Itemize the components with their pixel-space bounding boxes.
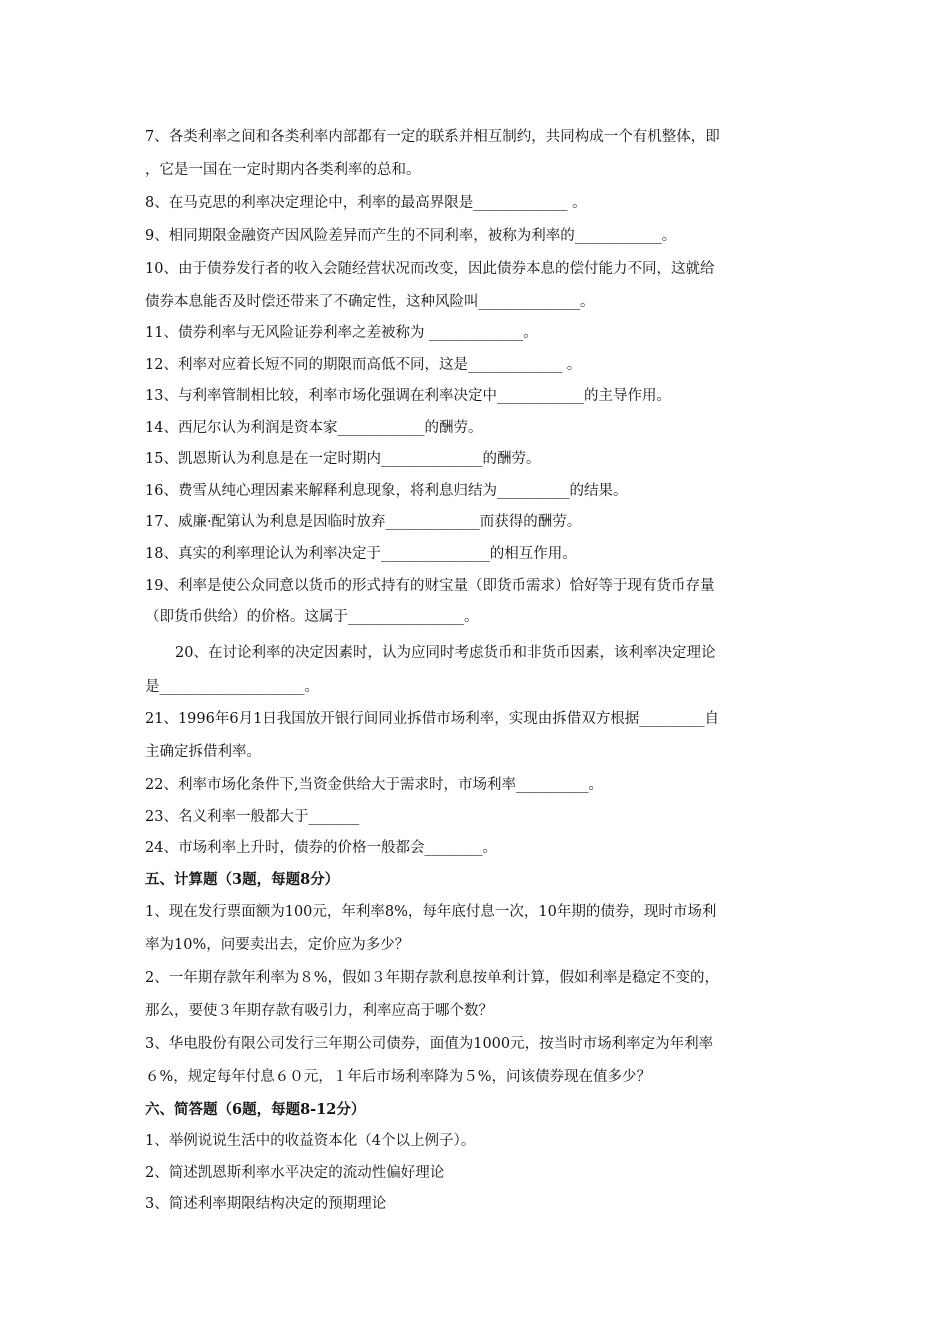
question-20-line-1: 20、在讨论利率的决定因素时，认为应同时考虑货币和非货币因素，该利率决定理论	[175, 645, 716, 661]
short-answer-2: 2、简述凯恩斯利率水平决定的流动性偏好理论	[145, 1165, 445, 1181]
question-20-line-2: 是____________________。	[145, 679, 319, 695]
question-7-line-1: 7、各类利率之间和各类利率内部都有一定的联系并相互制约，共同构成一个有机整体，即	[145, 129, 720, 145]
question-12: 12、利率对应着长短不同的期限而高低不同，这是_____________ 。	[145, 357, 582, 373]
short-answer-3: 3、简述利率期限结构决定的预期理论	[145, 1196, 387, 1212]
question-9: 9、相同期限金融资产因风险差异而产生的不同利率，被称为利率的____________。	[145, 228, 677, 244]
question-15: 15、凯恩斯认为利息是在一定时期内______________的酬劳。	[145, 451, 541, 467]
question-22: 22、利率市场化条件下,当资金供给大于需求时，市场利率__________。	[145, 777, 604, 793]
calc-3-line-2: ６%，规定每年付息６０元，１年后市场利率降为５%，问该债券现在值多少？	[145, 1069, 652, 1085]
calc-2-line-2: 那么，要使３年期存款有吸引力，利率应高于哪个数？	[145, 1003, 493, 1019]
question-19-line-2: （即货币供给）的价格。这属于________________。	[145, 609, 479, 625]
calc-2-line-1: 2、一年期存款年利率为８%，假如３年期存款利息按单利计算，假如利率是稳定不变的，	[145, 970, 719, 986]
calc-3-line-1: 3、华电股份有限公司发行三年期公司债券，面值为1000元，按当时市场利率定为年利率	[145, 1036, 714, 1052]
question-8: 8、在马克思的利率决定理论中，利率的最高界限是_____________ 。	[145, 195, 587, 211]
question-17: 17、威廉·配第认为利息是因临时放弃_____________而获得的酬劳。	[145, 514, 582, 530]
section-six-heading: 六、简答题（6题，每题8-12分）	[145, 1101, 366, 1118]
short-answer-1: 1、举例说说生活中的收益资本化（4个以上例子）。	[145, 1133, 476, 1149]
calc-1-line-1: 1、现在发行票面额为100元，年利率8%，每年底付息一次，10年期的债券，现时市场利	[145, 904, 717, 920]
question-13: 13、与利率管制相比较，利率市场化强调在利率决定中____________的主导作用。	[145, 388, 671, 404]
question-21-line-2: 主确定拆借利率。	[145, 744, 261, 760]
question-14: 14、西尼尔认为利润是资本家____________的酬劳。	[145, 420, 483, 436]
question-23: 23、名义利率一般都大于_______	[145, 809, 360, 825]
question-19-line-1: 19、利率是使公众同意以货币的形式持有的财宝量（即货币需求）恰好等于现有货币存量	[145, 578, 715, 594]
question-7-line-2: ，它是一国在一定时期内各类利率的总和。	[145, 162, 421, 178]
question-10-line-1: 10、由于债券发行者的收入会随经营状况而改变，因此债券本息的偿付能力不同，这就给	[145, 261, 715, 277]
question-21-line-1: 21、1996年6月1日我国放开银行间同业拆借市场利率，实现由拆借双方根据_________自	[145, 711, 720, 727]
section-five-heading: 五、计算题（3题，每题8分）	[145, 871, 340, 888]
calc-1-line-2: 率为10%，问要卖出去，定价应为多少？	[145, 937, 410, 953]
question-24: 24、市场利率上升时，债券的价格一般都会________。	[145, 840, 497, 856]
question-18: 18、真实的利率理论认为利率决定于_______________的相互作用。	[145, 546, 577, 562]
question-11: 11、债券利率与无风险证券利率之差被称为 _____________。	[145, 325, 538, 341]
question-16: 16、费雪从纯心理因素来解释利息现象，将利息归结为__________的结果。	[145, 483, 628, 499]
question-10-line-2: 债券本息能否及时偿还带来了不确定性，这种风险叫______________。	[145, 294, 595, 310]
